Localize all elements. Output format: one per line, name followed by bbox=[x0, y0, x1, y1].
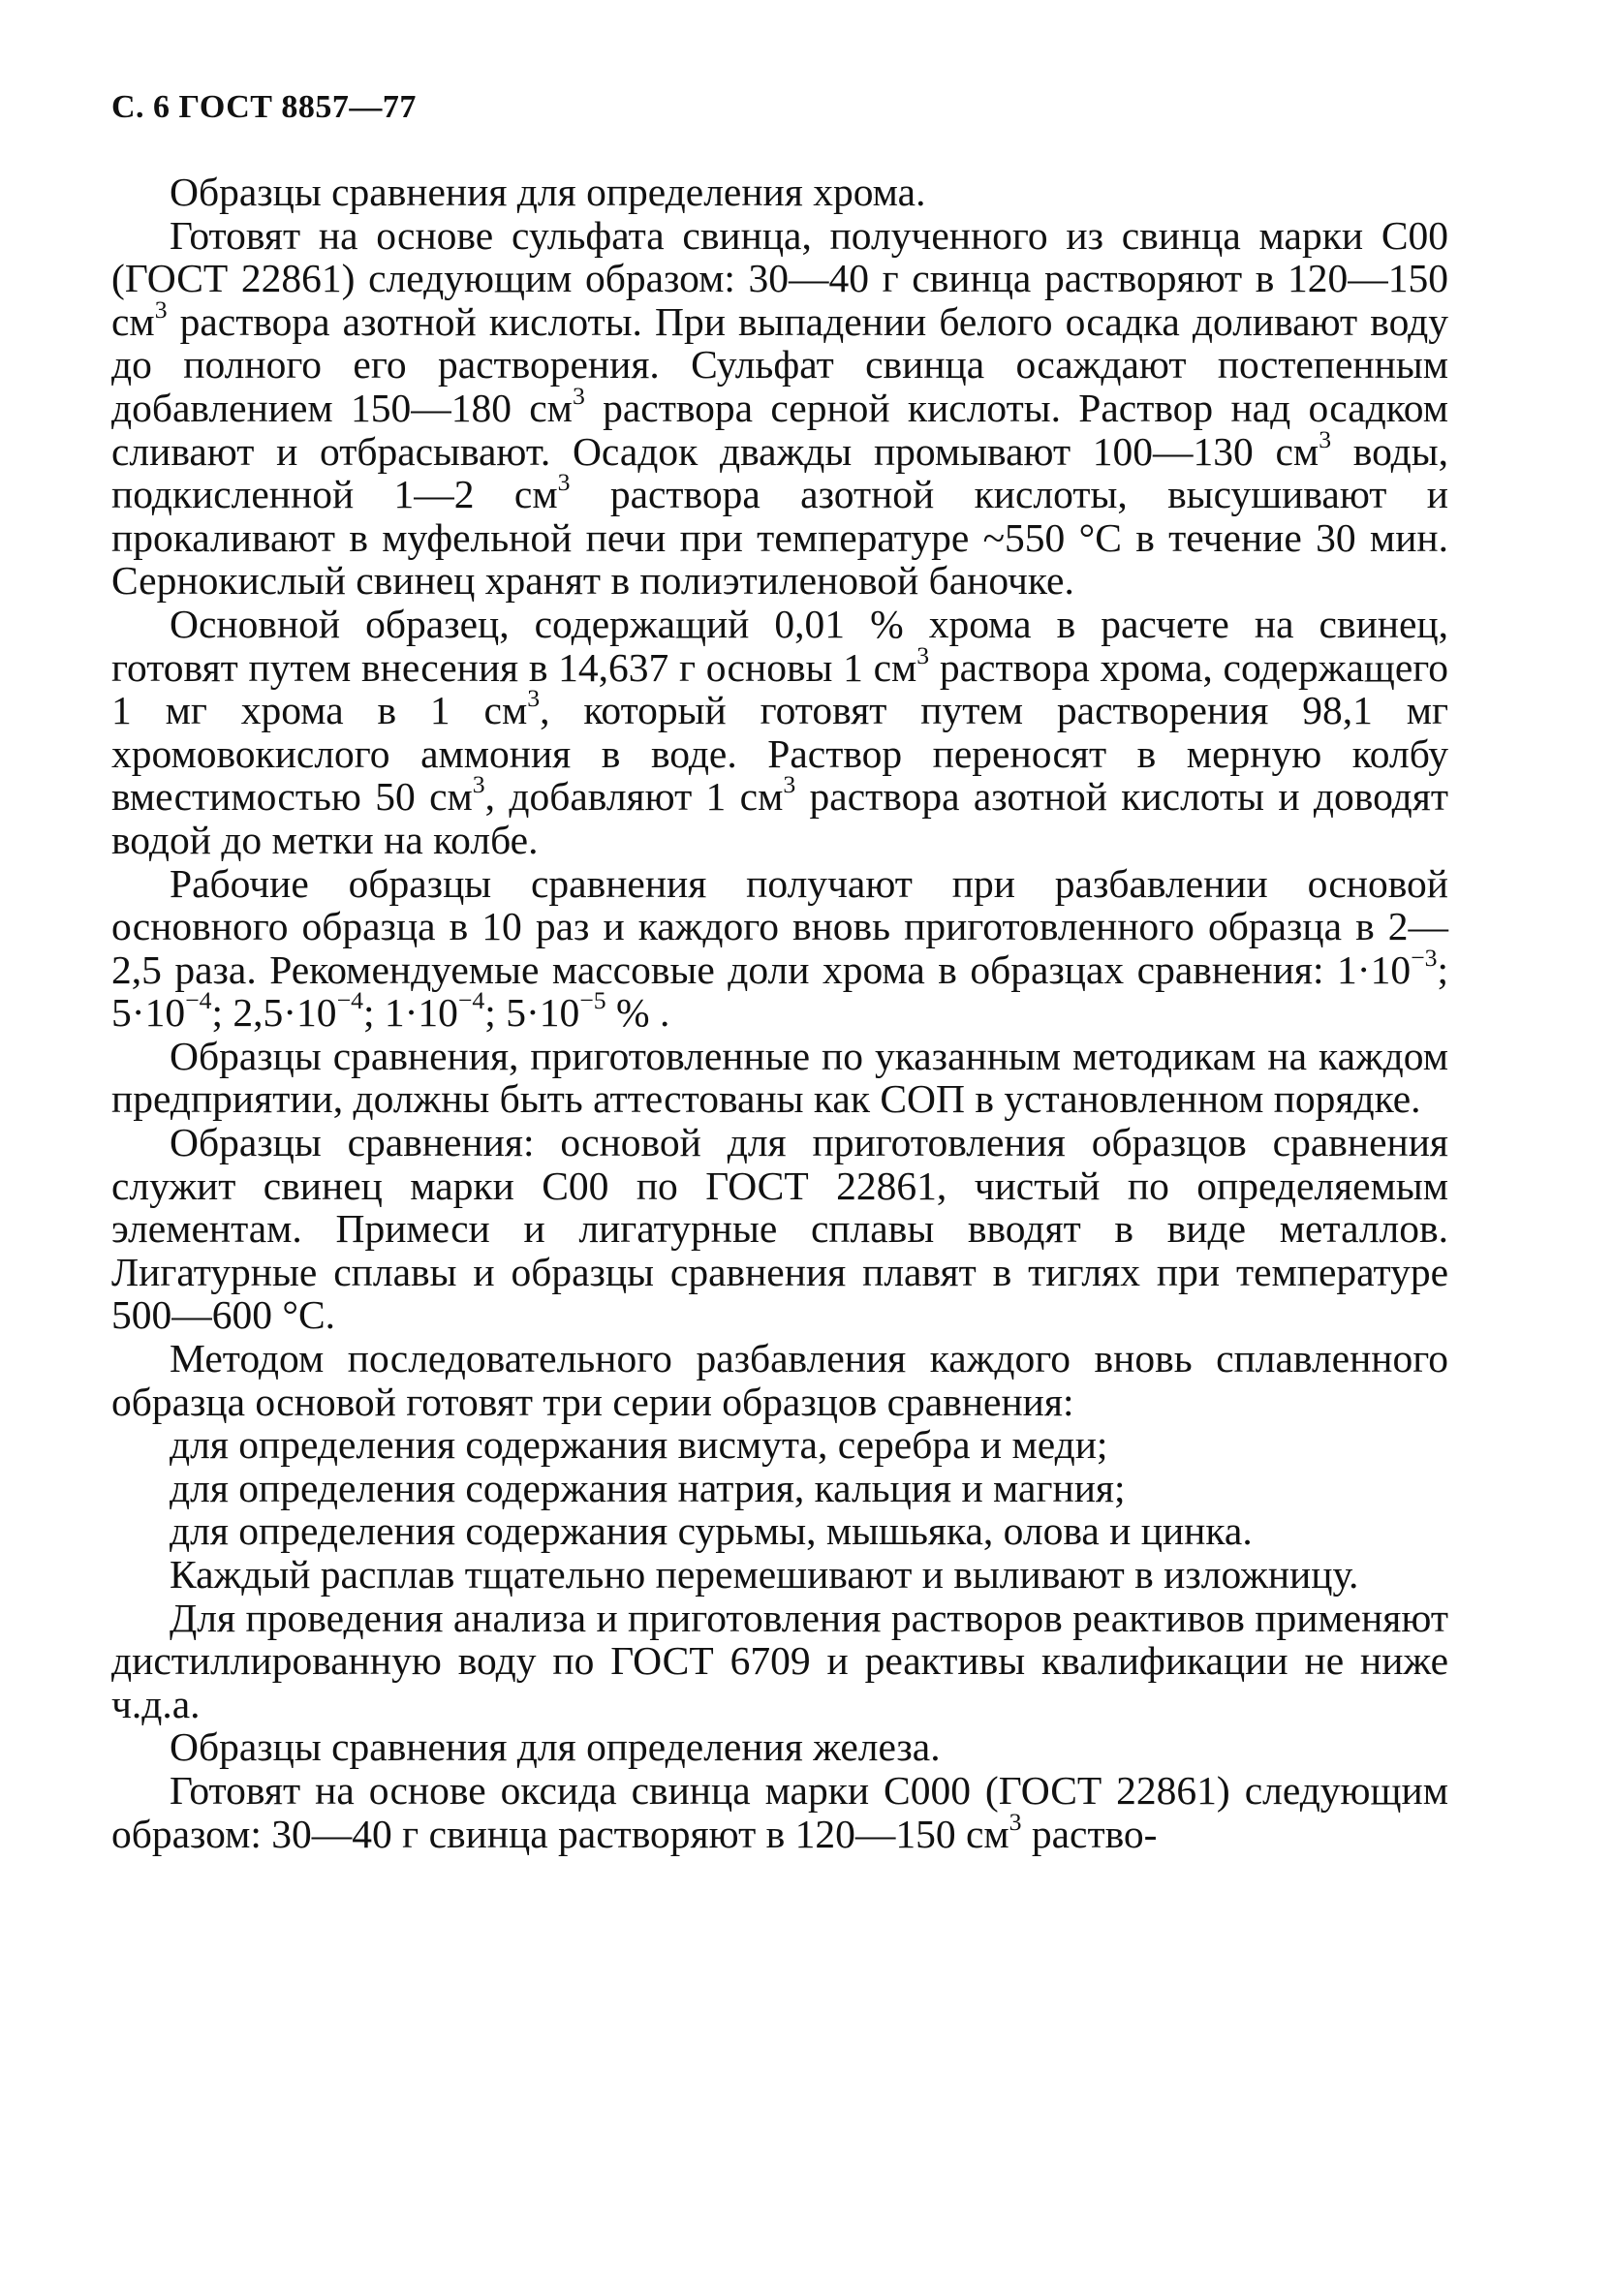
list-item: для определения содержания натрия, кальция и магния; bbox=[170, 1465, 1126, 1510]
list-item: для определения содержания висмута, серебра и меди; bbox=[170, 1422, 1108, 1468]
page-header: С. 6 ГОСТ 8857—77 bbox=[111, 89, 417, 125]
paragraph-reagents: Для проведения анализа и приготовления растворов реактивов применяют дистиллированную воду по ГОСТ 6709 и реактивы квалификации не ниже ч.д.а. bbox=[111, 1595, 1448, 1726]
list-item: для определения содержания сурьмы, мышьяка, олова и цинка. bbox=[170, 1508, 1253, 1554]
paragraph-certification: Образцы сравнения, приготовленные по указанным методикам на каждом предприятии, должны быть аттестованы как СОП в установленном порядке. bbox=[111, 1033, 1448, 1122]
document-body bbox=[111, 171, 1448, 1855]
paragraph-iron-standards-title: Образцы сравнения для определения железа. bbox=[170, 1724, 941, 1770]
paragraph-melt-mixing: Каждый расплав тщательно перемешивают и выливают в изложницу. bbox=[170, 1552, 1359, 1597]
paragraph-chromium-standards-title: Образцы сравнения для определения хрома. bbox=[170, 170, 926, 214]
paragraph-main-sample: Основной образец, содержащий 0,01 % хрома в расчете на свинец, готовят путем внесения в 14,637 г основы 1 $см^3$ раствора хрома, содержащего 1 мг хрома в 1 $см^3$, который готовят путем растворения 98,1 мг хромовокислого аммония в воде. Раствор переносят в мерную колбу вместимостью 50 $см^3$, добавляют 1 $см^3$ раствора азотной кислоты и доводят водой до метки на колбе. bbox=[111, 601, 1448, 862]
paragraph-working-samples: Рабочие образцы сравнения получают при разбавлении основой основного образца в 10 раз и каждого вновь приготовленного образца в 2—2,5 раза. Рекомендуемые массовые доли хрома в образцах сравнения: $1\cdot 10^{-3}$; $5\cdot 10^{-4}$; $2,5\cdot 10^{-4}$; $1\cdot 10^{-4}$; $5\cdot 10^{-5}$ % . bbox=[111, 860, 1448, 1036]
paragraph-lead-sulfate-preparation: Готовят на основе сульфата свинца, полученного из свинца марки С00 (ГОСТ 22861) следующим образом: 30—40 г свинца растворяют в 120—150 $см^3$ раствора азотной кислоты. При выпадении белого осадка доливают воду до полного его растворения. Сульфат свинца осаждают постепенным добавлением 150—180 $см^3$ раствора серной кислоты. Раствор над осадком сливают и отбрасывают. Осадок дважды промывают 100—130 $см^3$ воды, подкисленной 1—2 $см^3$ раствора азотной кислоты, высушивают и прокаливают в муфельной печи при температуре ~550 °С в течение 30 мин. Сернокислый свинец хранят в полиэтиленовой баночке. bbox=[111, 212, 1449, 604]
paragraph-lead-oxide-preparation: Готовят на основе оксида свинца марки С000 (ГОСТ 22861) следующим образом: 30—40 г свинца растворяют в 120—150 $см^3$ раство- bbox=[111, 1767, 1448, 1856]
paragraph-base-material: Образцы сравнения: основой для приготовления образцов сравнения служит свинец марки С00 по ГОСТ 22861, чистый по определяемым элементам. Примеси и лигатурные сплавы вводят в виде металлов. Лигатурные сплавы и образцы сравнения плавят в тиглях при температуре 500—600 °С. bbox=[111, 1120, 1448, 1338]
paragraph-dilution-series: Методом последовательного разбавления каждого вновь сплавленного образца основой готовят три серии образцов сравнения: bbox=[111, 1336, 1448, 1424]
